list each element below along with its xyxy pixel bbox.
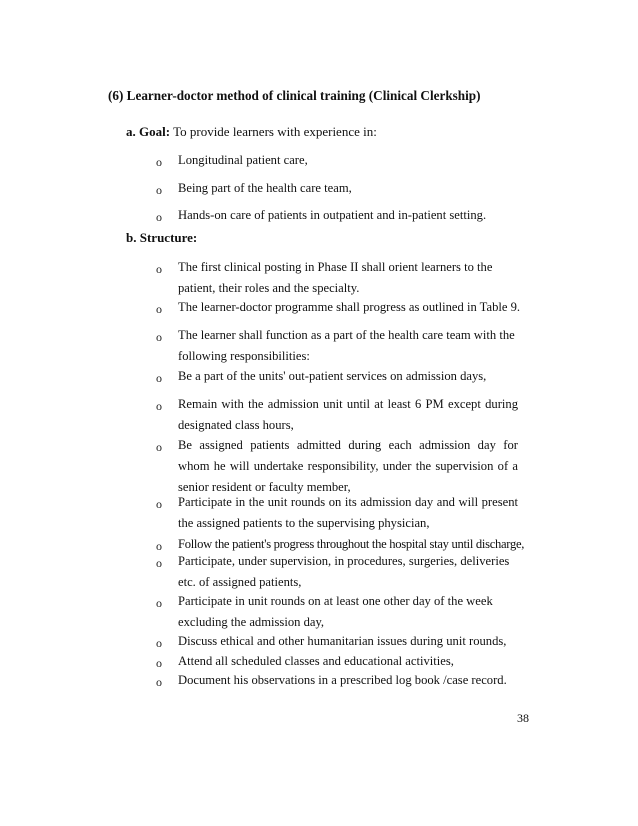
structure-item: The learner shall function as a part of the health care team with the following responsibilities: <box>178 328 515 363</box>
goal-letter: a. <box>126 124 136 139</box>
structure-item: The first clinical posting in Phase II shall orient learners to the patient, their roles and the specialty. <box>178 260 493 295</box>
bullet-icon: o <box>156 636 162 650</box>
bullet-icon: o <box>156 330 162 344</box>
goal-item: Hands-on care of patients in outpatient and in-patient setting. <box>178 208 487 222</box>
structure-item: Remain with the admission unit until at least 6 PM except during designated class hours, <box>178 397 518 432</box>
structure-item: Participate, under supervision, in procedures, surgeries, deliveries etc. of assigned patients, <box>178 554 510 589</box>
structure-letter: b. <box>126 230 137 245</box>
bullet-icon: o <box>156 440 162 454</box>
bullet-icon: o <box>156 399 162 413</box>
structure-item: Document his observations in a prescribed log book /case record. <box>178 673 507 687</box>
bullet-icon: o <box>156 556 162 570</box>
goal-label: Goal: <box>139 124 171 139</box>
bullet-icon: o <box>156 596 162 610</box>
structure-item: Participate in unit rounds on at least one other day of the week excluding the admission day, <box>178 594 493 629</box>
bullet-icon: o <box>156 675 162 689</box>
structure-item: Be assigned patients admitted during each admission day for whom he will undertake responsibility, under the supervision of a senior resident or faculty member, <box>178 438 518 494</box>
section-heading: (6) Learner-doctor method of clinical training (Clinical Clerkship) <box>108 88 481 103</box>
structure-label: Structure: <box>139 230 198 245</box>
structure-item: Discuss ethical and other humanitarian issues during unit rounds, <box>178 634 507 648</box>
bullet-icon: o <box>156 262 162 276</box>
goal-item: Being part of the health care team, <box>178 181 352 195</box>
structure-item: Be a part of the units' out-patient services on admission days, <box>178 369 487 383</box>
bullet-icon: o <box>156 183 162 197</box>
goal-item: Longitudinal patient care, <box>178 153 308 167</box>
structure-item: The learner-doctor programme shall progress as outlined in Table 9. <box>178 300 521 314</box>
structure-item: Participate in the unit rounds on its admission day and will present the assigned patients to the supervising physician, <box>178 495 518 530</box>
goal-text: To provide learners with experience in: <box>173 124 377 139</box>
structure-item: Follow the patient's progress throughout the hospital stay until discharge, <box>178 537 525 551</box>
bullet-icon: o <box>156 302 162 316</box>
bullet-icon: o <box>156 210 162 224</box>
bullet-icon: o <box>156 155 162 169</box>
page-number: 38 <box>517 711 529 725</box>
bullet-icon: o <box>156 539 162 553</box>
structure-item: Attend all scheduled classes and educational activities, <box>178 654 454 668</box>
bullet-icon: o <box>156 371 162 385</box>
bullet-icon: o <box>156 656 162 670</box>
goal-subheading <box>126 124 377 140</box>
bullet-icon: o <box>156 497 162 511</box>
structure-subheading <box>126 230 197 246</box>
